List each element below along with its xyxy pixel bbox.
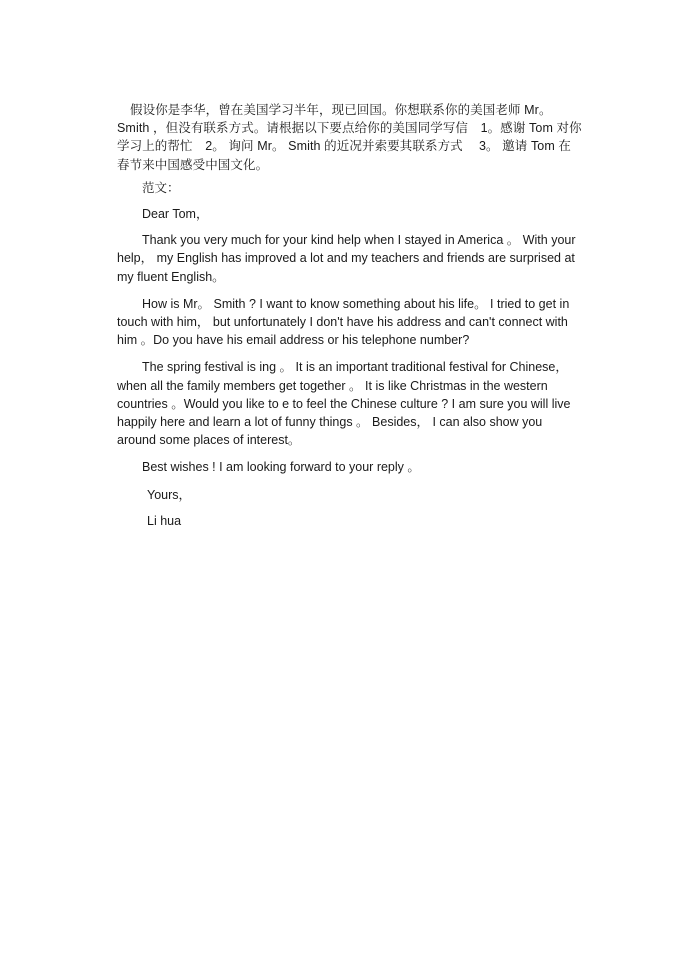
letter-paragraph-thanks: Thank you very much for your kind help when I stayed in America 。 With your help， my English has improved a lot and my teachers and friends are surprised at my fluent English。 — [117, 233, 576, 284]
letter-paragraph-invitation: The spring festival is ing 。 It is an important traditional festival for Chinese，when all the family members get together 。 It is like Christmas in the western countries 。Would you like to e to feel the Chinese culture ? I am sure you will live happily here and learn a lot of funny things 。 Besides， I can also show you around some places of interest。 — [117, 360, 571, 448]
letter-paragraph-mr-smith: How is Mr。 Smith ? I want to know something about his life。 I tried to get in touch with him， but unfortunately I don't have his address and can't connect with him 。Do you have his email address or his telephone number? — [117, 296, 570, 348]
letter-document — [117, 101, 583, 538]
writing-prompt: 假设你是李华，曾在美国学习半年，现已回国。你想联系你的美国老师 Mr。 Smith ，但没有联系方式。请根据以下要点给你的美国同学写信 1。感谢 Tom 对你学习上的帮忙 2。 询问 Mr。 Smith 的近况并索要其联系方式 3。 邀请 Tom 在春节来中国感受中国文化。 — [117, 103, 582, 172]
letter-greeting: Dear Tom， — [142, 207, 209, 222]
letter-signature: Li hua — [147, 513, 182, 528]
letter-closing: Yours， — [147, 487, 192, 502]
letter-paragraph-wishes: Best wishes ! I am looking forward to your reply 。 — [142, 460, 420, 475]
sample-essay-label: 范文： — [142, 180, 180, 195]
